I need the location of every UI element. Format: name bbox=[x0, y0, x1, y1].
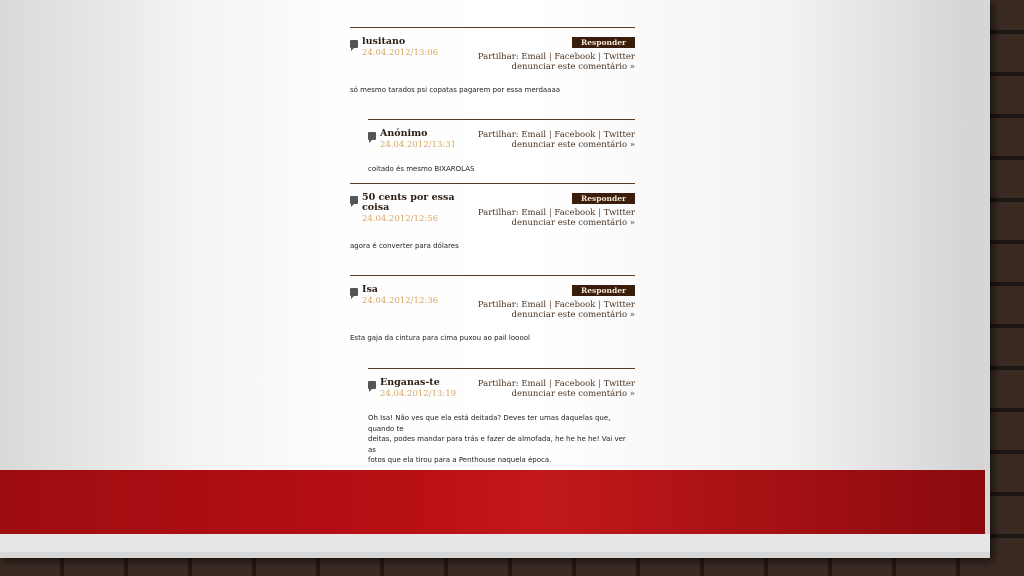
report-comment-link[interactable]: denunciar este comentário » bbox=[511, 218, 635, 228]
comment-author: Isa bbox=[362, 284, 378, 295]
share-label: Partilhar: bbox=[477, 130, 519, 140]
comment-reply-item bbox=[368, 119, 635, 173]
comment-date: 24.04.2012/13:19 bbox=[380, 389, 457, 399]
share-links: Partilhar: Email | Facebook | Twitter bbox=[477, 52, 635, 62]
share-email-link[interactable]: Email bbox=[521, 52, 547, 62]
share-twitter-link[interactable]: Twitter bbox=[603, 208, 635, 218]
comment-item bbox=[350, 27, 635, 94]
share-facebook-link[interactable]: Facebook bbox=[554, 379, 596, 389]
share-email-link[interactable]: Email bbox=[521, 130, 547, 140]
speech-bubble-icon bbox=[350, 40, 358, 48]
slide-bottom-edge bbox=[0, 534, 990, 552]
comment-text: coitado és mesmo BIXAROLAS bbox=[368, 165, 475, 173]
comment-text: só mesmo tarados psi copatas pagarem por essa merdaaaa bbox=[350, 86, 561, 94]
comment-author-line: coisa bbox=[362, 202, 390, 213]
comment-divider bbox=[350, 183, 635, 184]
share-twitter-link[interactable]: Twitter bbox=[603, 379, 635, 389]
comment-divider bbox=[350, 275, 635, 276]
share-facebook-link[interactable]: Facebook bbox=[554, 208, 596, 218]
share-links: Partilhar: Email | Facebook | Twitter bbox=[477, 379, 635, 389]
share-facebook-link[interactable]: Facebook bbox=[554, 300, 596, 310]
share-twitter-link[interactable]: Twitter bbox=[603, 300, 635, 310]
comment-text-line: fotos que ela tirou para a Penthouse naquela época. bbox=[368, 456, 552, 464]
report-comment-link[interactable]: denunciar este comentário » bbox=[511, 389, 635, 399]
share-email-link[interactable]: Email bbox=[521, 208, 547, 218]
share-twitter-link[interactable]: Twitter bbox=[603, 130, 635, 140]
share-label: Partilhar: bbox=[477, 379, 519, 389]
share-facebook-link[interactable]: Facebook bbox=[554, 130, 596, 140]
share-twitter-link[interactable]: Twitter bbox=[603, 52, 635, 62]
share-label: Partilhar: bbox=[477, 300, 519, 310]
comment-text: Esta gaja da cintura para cima puxou ao pail looool bbox=[350, 334, 530, 342]
speech-bubble-icon bbox=[368, 381, 376, 389]
speech-bubble-icon bbox=[368, 132, 376, 140]
share-links: Partilhar: Email | Facebook | Twitter bbox=[477, 130, 635, 140]
comment-item bbox=[350, 183, 635, 250]
respond-button[interactable]: Responder bbox=[572, 37, 635, 48]
report-comment-link[interactable]: denunciar este comentário » bbox=[511, 310, 635, 320]
speech-bubble-icon bbox=[350, 288, 358, 296]
report-comment-link[interactable]: denunciar este comentário » bbox=[511, 62, 635, 72]
comment-divider bbox=[368, 368, 635, 369]
report-comment-link[interactable]: denunciar este comentário » bbox=[511, 140, 635, 150]
comment-reply-item bbox=[368, 368, 635, 464]
comment-author bbox=[362, 193, 462, 213]
comment-text: agora é converter para dólares bbox=[350, 242, 459, 250]
comment-author: Anónimo bbox=[380, 128, 428, 139]
respond-button[interactable]: Responder bbox=[572, 285, 635, 296]
comment-divider bbox=[368, 119, 635, 120]
share-email-link[interactable]: Email bbox=[521, 379, 547, 389]
share-links: Partilhar: Email | Facebook | Twitter bbox=[477, 208, 635, 218]
slide-red-band bbox=[0, 470, 985, 534]
comment-text bbox=[368, 413, 635, 466]
share-email-link[interactable]: Email bbox=[521, 300, 547, 310]
comment-divider bbox=[350, 27, 635, 28]
comment-text-line: deitas, podes mandar para trás e fazer de almofada, he he he he! Vai ver as bbox=[368, 435, 626, 454]
comment-author: lusitano bbox=[362, 36, 406, 47]
comment-date: 24.04.2012/12:56 bbox=[362, 214, 439, 224]
share-label: Partilhar: bbox=[477, 208, 519, 218]
comment-date: 24.04.2012/13:31 bbox=[380, 140, 457, 150]
comment-item bbox=[350, 275, 635, 342]
comment-date: 24.04.2012/13:06 bbox=[362, 48, 439, 58]
background-brick-texture bbox=[990, 0, 1024, 576]
share-facebook-link[interactable]: Facebook bbox=[554, 52, 596, 62]
comment-author-line: 50 cents por essa bbox=[362, 192, 455, 203]
respond-button[interactable]: Responder bbox=[572, 193, 635, 204]
comment-text-line: Oh Isa! Não ves que ela está deitada? Deves ter umas daquelas que, quando te bbox=[368, 414, 611, 433]
share-label: Partilhar: bbox=[477, 52, 519, 62]
comment-date: 24.04.2012/12:36 bbox=[362, 296, 439, 306]
share-links: Partilhar: Email | Facebook | Twitter bbox=[477, 300, 635, 310]
speech-bubble-icon bbox=[350, 196, 358, 204]
comment-author: Enganas-te bbox=[380, 377, 440, 388]
